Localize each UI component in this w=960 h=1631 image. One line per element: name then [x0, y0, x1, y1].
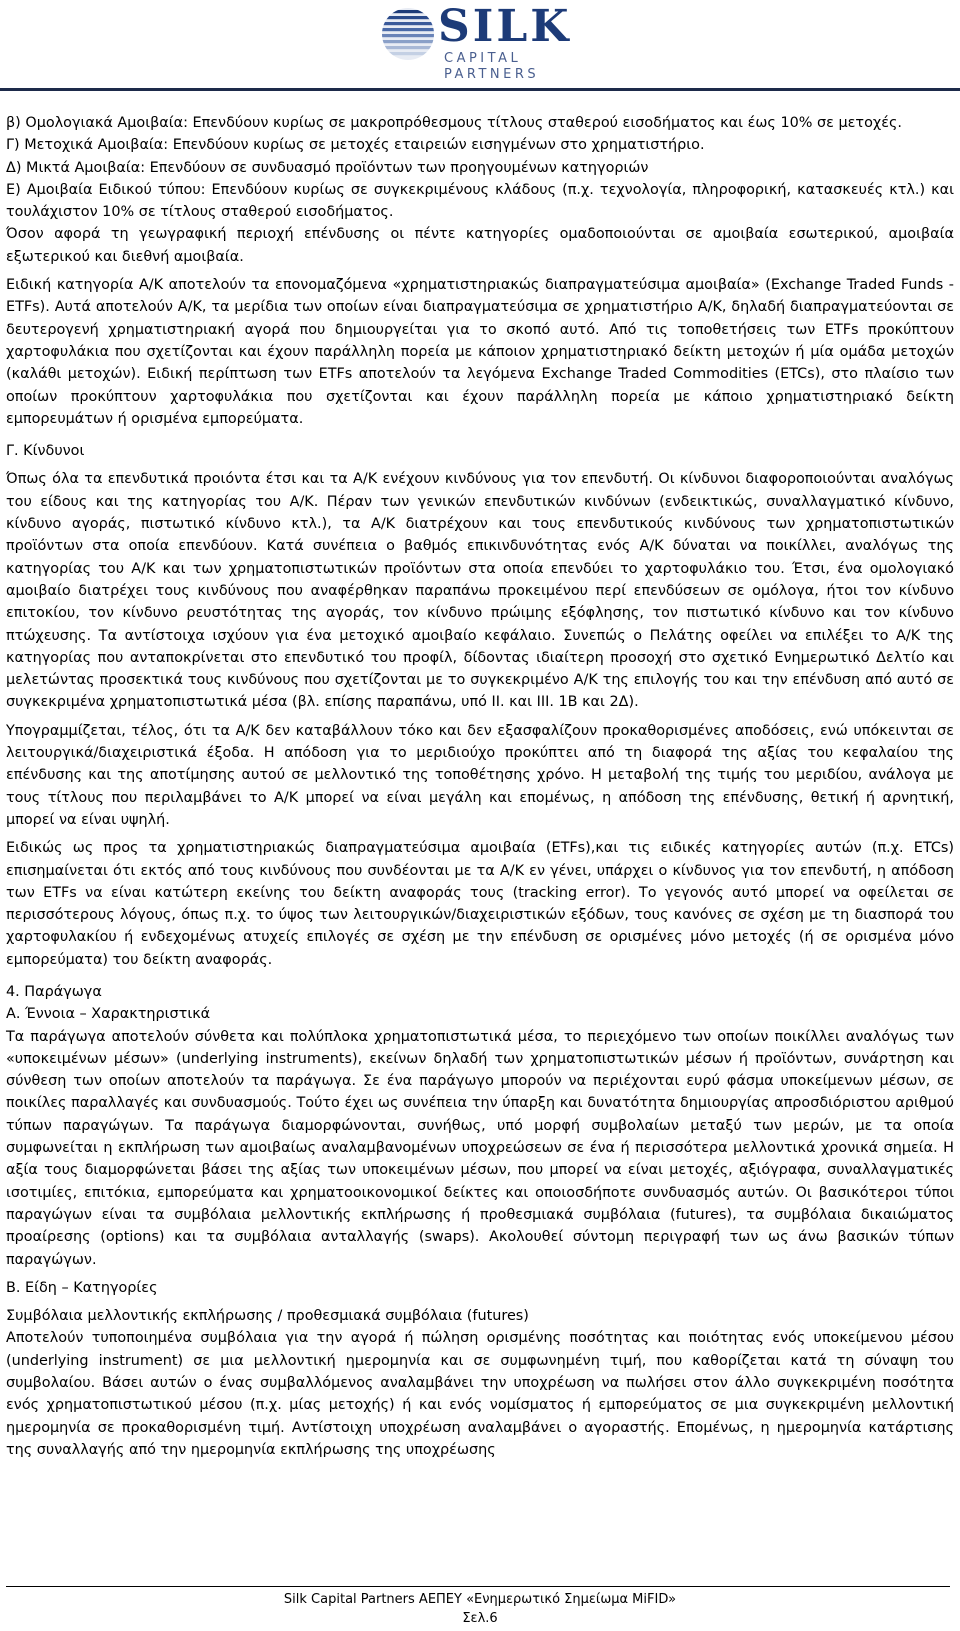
paragraph-futures: Αποτελούν τυποποιημένα συμβόλαια για την αγορά ή πώληση ορισμένης ποσότητας και ποιότητας ενός υποκείμενου μέσου (underlying instrument) σε μια μελλοντική ημερομηνία και σε συμφωνημένη τιμή, που καθορίζεται κατά τη σύναψη του συμβολαίου. Βάσει αυτών ο ένας συμβαλλόμενος αναλαμβάνει την υποχρέωση να πωλήσει στον άλλο συγκεκριμένη ποσότητα ενός χρηματοπιστωτικού μέσου (π.χ. μίας μετοχής) ή και ενός νομίσματος ή εμπορεύματος σε μια συγκεκριμένη μελλοντική ημερομηνία σε προκαθορισμένη τιμή. Αντίστοιχη υποχρέωση αναλαμβάνει ο αγοραστής. Επομένως, η ημερομηνία κατάρτισης της συναλλαγής από την ημερομηνία εκπλήρωσης της υποχρέωσης [6, 1330, 954, 1458]
logo-wordmark: SILK [438, 1, 572, 52]
paragraph-etf-risks: Ειδικώς ως προς τα χρηματιστηριακώς διαπραγματεύσιμα αμοιβαία (ETFs),και τις ειδικές κατηγορίες αυτών (π.χ. ETCs) επισημαίνεται ότι εκτός από τους κινδύνους που συνδέονται με τα Α/Κ εν γένει, υπάρχει ο κίνδυνος για τον επενδυτή, η απόδοση των ETFs να είναι κατώτερη εκείνης του δείκτη αναφοράς τους (tracking error). Το γεγονός αυτό μπορεί να οφείλεται σε περισσότερους λόγους, όπως π.χ. το ύψος των λειτουργικών/διαχειριστικών εξόδων, τους κανόνες σε σχέση με τη διασπορά του χαρτοφυλακίου ή ενδεχομένως ατυχείς επιλογές σε σχέση με την επένδυση σε ορισμένες μόνο μετοχές (ή σε ορισμένα μόνο εμπορεύματα) του δείκτη αναφοράς. [6, 840, 954, 968]
paragraph-bonds: β) Ομολογιακά Αμοιβαία: Επενδύουν κυρίως σε μακροπρόθεσμους τίτλους σταθερού εισοδήματος και έως 10% σε μετοχές. [6, 115, 902, 131]
company-logo [380, 2, 600, 86]
logo-subtitle-partners: PARTNERS [444, 67, 540, 82]
document-body [6, 112, 954, 1461]
paragraph-equity: Γ) Μετοχικά Αμοιβαία: Επενδύουν κυρίως σε μετοχές εταιρειών εισηγμένων στο χρηματιστήριο. [6, 137, 705, 154]
paragraph-risks: Όπως όλα τα επενδυτικά προιόντα έτσι και τα Α/Κ ενέχουν κινδύνους για τον επενδυτή. Οι κίνδυνοι διαφοροποιούνται αναλόγως του είδους και της κατηγορίας του Α/Κ. Πέραν των γενικών επενδυτικών κινδύνων (ενδεικτικώς, συναλλαγματικό κίνδυνο, κίνδυνο αγοράς, πιστωτικό κίνδυνο κτλ.), τα Α/Κ διατρέχουν και τους επενδυτικούς κινδύνους των χρηματοπιστωτικών προϊόντων στα οποία επενδύουν. Κατά συνέπεια ο βαθμός επικινδυνότητας ενός Α/Κ δύναται να ποικίλλει, αναλόγως της κατηγορίας του Α/Κ και των χρηματοπιστωτικών προϊόντων στα οποία επενδύει το χαρτοφυλάκιο του. Έτσι, ένα ομολογιακό αμοιβαίο διατρέχει τους κινδύνους που αναφέρθηκαν παραπάνω προκειμένου περί επενδύσεων σε ομόλογα, ήτοι τον κίνδυνο επιτοκίου, τον κίνδυνο ρευστότητας της αγοράς, τον κίνδυνο πρώιμης εξόφλησης, τον πιστωτικό κίνδυνο και τον κίνδυνο πτώχευσης. Τα αντίστοιχα ισχύουν για ένα μετοχικό αμοιβαίο κεφάλαιο. Συνεπώς ο Πελάτης οφείλει να επιλέξει το Α/Κ της κατηγορίας που ανταποκρίνεται στο επενδυτικό του προφίλ, δίδοντας ιδιαίτερη προσοχή στο σχετικό Ενημερωτικό Δελτίο και μελετώντας προσεκτικά τους κινδύνους που σχετίζονται με το συγκεκριμένο Α/Κ της επιλογής του και την επένδυση από αυτό σε συγκεκριμένα χρηματοπιστωτικά μέσα (βλ. επίσης παραπάνω, υπό ΙΙ. και ΙΙΙ. 1Β και 2Δ). [6, 471, 954, 711]
subheading-concept: Α. Έννοια – Χαρακτηριστικά [6, 1006, 211, 1023]
section-heading-risks: Γ. Κίνδυνοι [6, 443, 85, 460]
paragraph-derivatives: Τα παράγωγα αποτελούν σύνθετα και πολύπλοκα χρηματοπιστωτικά μέσα, το περιεχόμενο των οποίων ποικίλλει αναλόγως των «υποκειμένων μέσων» (underlying instruments), εκείνων δηλαδή των χρηματοπιστωτικών μέσων ή προϊόντων, συνάρτηση και σύνθεση των οποίων αποτελούν τα παράγωγα. Σε ένα παράγωγο μπορούν να περιέχονται ευρύ φάσμα υποκείμενων μέσων, σε ποικίλες παραλλαγές και συνδυασμούς. Τούτο έχει ως συνέπεια την ύπαρξη και δυνατότητα δημιουργίας απροσδιόριστου αριθμού τύπων παραγώγων. Τα παράγωγα διαμορφώνονται, συνήθως, υπό μορφή συμβολαίων μεταξύ των μερών, με τα οποία συμφωνείται η εκπλήρωση των αμοιβαίως αναλαμβανομένων υποχρεώσεων σε ένα ή περισσότερα μελλοντικά χρονικά σημεία. Η αξία τους διαμορφώνεται βάσει της αξίας των υποκειμένων μέσων, που μπορεί να είναι μετοχές, αξιόγραφα, συναλλαγματικές ισοτιμίες, επιτόκια, εμπορεύματα και χρηματοοικονομικοί δείκτες και οποιοσδήποτε συνδυασμός αυτών. Οι βασικότεροι τύποι παραγώγων είναι τα συμβόλαια μελλοντικής εκπλήρωσης ή προθεσμιακά συμβόλαια (futures), τα συμβόλαια δικαιώματος προαίρεσης (options) και τα συμβόλαια ανταλλαγής (swaps). Ακολουθεί σύντομη περιγραφή των ως άνω βασικών τύπων παραγώγων. [6, 1028, 954, 1268]
subheading-futures: Συμβόλαια μελλοντικής εκπλήρωσης / προθεσμιακά συμβόλαια (futures) [6, 1308, 529, 1325]
footer-title: Silk Capital Partners ΑΕΠΕΥ «Ενημερωτικό Σημείωμα MiFID» [283, 1592, 677, 1607]
header-divider [0, 88, 960, 91]
page-number: Σελ.6 [462, 1611, 498, 1626]
paragraph-geography: Όσον αφορά τη γεωγραφική περιοχή επένδυσης οι πέντε κατηγορίες ομαδοποιούνται σε αμοιβαία εσωτερικού, αμοιβαία εξωτερικού και διεθνή αμοιβαία. [6, 226, 954, 265]
page-footer [0, 1590, 960, 1628]
paragraph-special: Ε) Αμοιβαία Ειδικού τύπου: Επενδύουν κυρίως σε συγκεκριμένους κλάδους (π.χ. τεχνολογία, πληροφορική, κατασκευές κτλ.) και τουλάχιστον 10% σε τίτλους σταθερού εισοδήματος. [6, 181, 954, 221]
paragraph-mixed: Δ) Μικτά Αμοιβαία: Επενδύουν σε συνδυασμό προϊόντων των προηγουμένων κατηγοριών [6, 159, 649, 176]
page-header [0, 0, 960, 92]
paragraph-returns: Υπογραμμίζεται, τέλος, ότι τα Α/Κ δεν καταβάλλουν τόκο και δεν εξασφαλίζουν προκαθορισμένες αποδόσεις, ενώ υπόκεινται σε λειτουργικά/διαχειριστικά έξοδα. Η απόδοση για το μεριδιούχο προκύπτει από τη διαφορά της αξίας του κεφαλαίου της επένδυσης και της αποτίμησης αυτού σε μελλοντικό της τοποθέτησης χρόνο. Η μεταβολή της τιμής του μεριδίου, ανάλογα με τους τίτλους που περιλαμβάνει το Α/Κ μπορεί να είναι μεγάλη και επομένως, η απόδοση της επένδυσης, θετική ή αρνητική, μπορεί να είναι υψηλή. [6, 722, 954, 828]
paragraph-etfs: Ειδική κατηγορία Α/Κ αποτελούν τα επονομαζόμενα «χρηματιστηριακώς διαπραγματεύσιμα αμοιβαία» (Exchange Traded Funds - ETFs). Αυτά αποτελούν Α/Κ, τα μερίδια των οποίων είναι διαπραγματεύσιμα σε χρηματιστήριο Α/Κ, δηλαδή διαπραγματεύονται σε δευτερογενή χρηματιστηριακή αγορά που δημιουργείται για το σκοπό αυτό. Από τις τοποθετήσεις των ETFs προκύπτουν χαρτοφυλάκια που σχετίζονται και έχουν παράλληλη πορεία με κάποιον χρηματιστηριακό δείκτη μετοχών ή μία ομάδα μετοχών (καλάθι μετοχών). Ειδική περίπτωση των ETFs αποτελούν τα λεγόμενα Exchange Traded Commodities (ETCs), στο πλαίσιο των οποίων προκύπτουν χαρτοφυλάκια που σχετίζονται και έχουν παράλληλη πορεία με κάποιο χρηματιστηριακό δείκτη εμπορευμάτων ή ορισμένα εμπορεύματα. [6, 277, 954, 427]
logo-subtitle-capital: CAPITAL [444, 51, 522, 66]
subheading-types: Β. Είδη – Κατηγορίες [6, 1279, 158, 1296]
section-heading-derivatives: 4. Παράγωγα [6, 983, 102, 1000]
footer-divider [6, 1586, 950, 1587]
globe-icon [380, 6, 436, 62]
